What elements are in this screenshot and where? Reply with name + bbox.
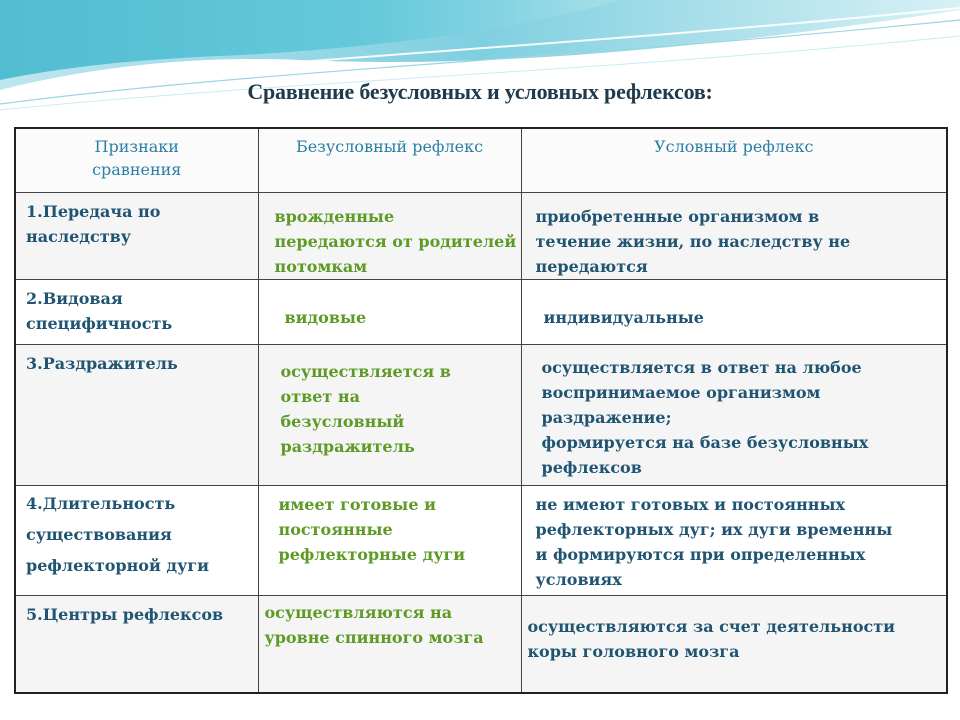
unconditioned-cell (258, 192, 521, 279)
conditioned-cell (521, 485, 947, 595)
unconditioned-line: рефлекторные дуги (278, 544, 466, 564)
conditioned-line: рефлексов (541, 457, 642, 477)
conditioned-cell (521, 595, 947, 693)
table-row (15, 344, 947, 485)
conditioned-line: и формируются при определенных (535, 544, 866, 564)
header-unconditioned: Безусловный рефлекс (258, 128, 521, 192)
comparison-table (14, 127, 948, 694)
conditioned-line: не имеют готовых и постоянных (535, 494, 846, 514)
unconditioned-line: видовые (284, 307, 367, 327)
table-row (15, 485, 947, 595)
conditioned-line: воспринимаемое организмом (541, 382, 821, 402)
header-conditioned: Условный рефлекс (521, 128, 947, 192)
conditioned-line: формируется на базе безусловных (541, 432, 869, 452)
conditioned-line: осуществляются за счет деятельности (527, 616, 896, 636)
row-criterion (15, 279, 258, 344)
header-criteria (15, 128, 258, 192)
table-row (15, 595, 947, 693)
criterion-line: специфичность (26, 313, 173, 333)
unconditioned-line: безусловный (280, 411, 405, 431)
unconditioned-line: потомкам (274, 256, 368, 276)
unconditioned-cell (258, 279, 521, 344)
criterion-line: 2.Видовая (26, 288, 123, 308)
row-criterion (15, 595, 258, 693)
unconditioned-line: раздражитель (280, 436, 415, 456)
row-criterion (15, 192, 258, 279)
unconditioned-line: врожденные (274, 206, 395, 226)
unconditioned-line: уровне спинного мозга (264, 627, 484, 647)
conditioned-line: коры головного мозга (527, 641, 740, 661)
table-header-row (15, 128, 947, 192)
criterion-line: 3.Раздражитель (26, 353, 178, 373)
unconditioned-cell (258, 344, 521, 485)
unconditioned-cell (258, 595, 521, 693)
header-criteria-line: Признаки (94, 137, 179, 156)
header-criteria-line: сравнения (92, 160, 182, 179)
conditioned-cell (521, 344, 947, 485)
criterion-line: существования (26, 524, 172, 544)
unconditioned-cell (258, 485, 521, 595)
conditioned-cell (521, 279, 947, 344)
row-criterion (15, 344, 258, 485)
conditioned-line: условиях (535, 569, 622, 589)
conditioned-cell (521, 192, 947, 279)
criterion-line: 1.Передача по (26, 201, 161, 221)
table-row (15, 192, 947, 279)
unconditioned-line: осуществляются на (264, 602, 453, 622)
conditioned-line: раздражение; (541, 407, 672, 427)
page-title: Сравнение безусловных и условных рефлексов: (247, 79, 713, 104)
criterion-line: 4.Длительность (26, 493, 176, 513)
criterion-line: 5.Центры рефлексов (26, 604, 224, 624)
criterion-line: наследству (26, 226, 131, 246)
unconditioned-line: ответ на (280, 386, 360, 406)
conditioned-line: рефлекторных дуг; их дуги временны (535, 519, 893, 539)
criterion-line: рефлекторной дуги (26, 555, 209, 575)
conditioned-line: течение жизни, по наследству не (535, 231, 851, 251)
unconditioned-line: имеет готовые и (278, 494, 436, 514)
conditioned-line: приобретенные организмом в (535, 206, 820, 226)
table-row (15, 279, 947, 344)
unconditioned-line: постоянные (278, 519, 393, 539)
conditioned-line: передаются (535, 256, 648, 276)
conditioned-line: индивидуальные (543, 307, 704, 327)
unconditioned-line: передаются от родителей (274, 231, 517, 251)
row-criterion (15, 485, 258, 595)
conditioned-line: осуществляется в ответ на любое (541, 357, 862, 377)
unconditioned-line: осуществляется в (280, 361, 451, 381)
